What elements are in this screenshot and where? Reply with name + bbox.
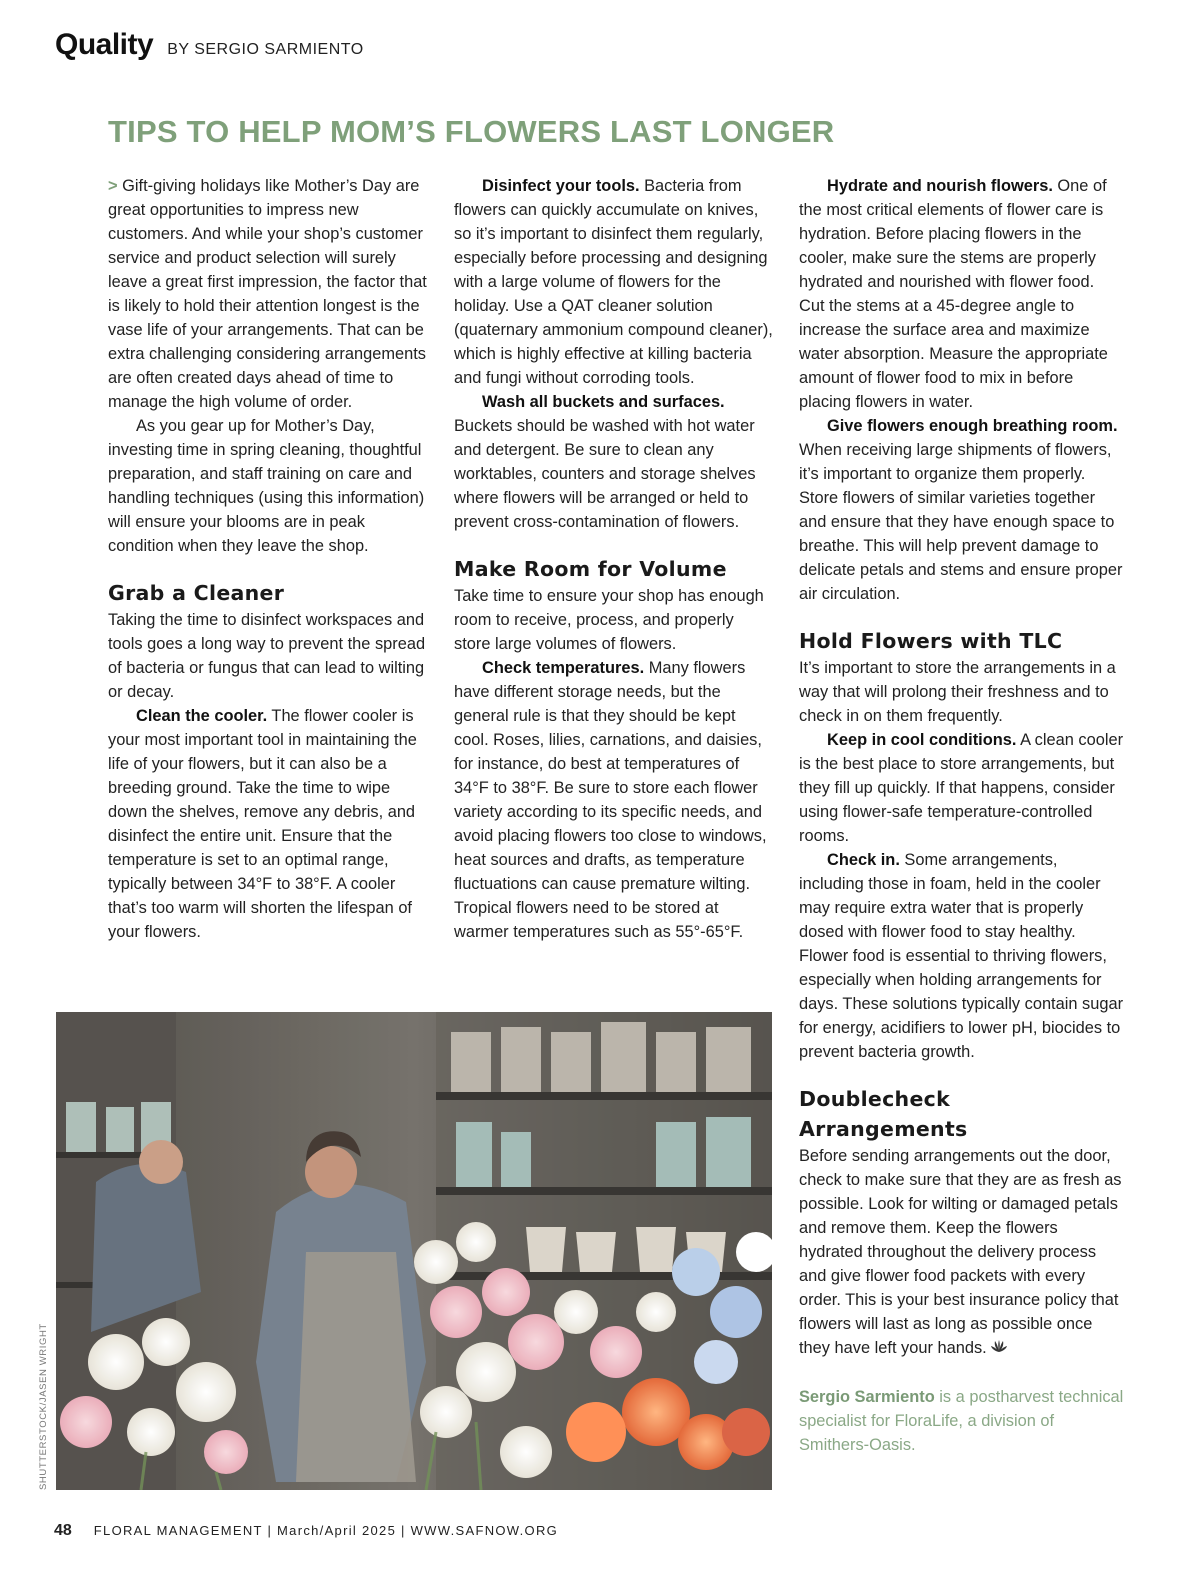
paragraph: Take time to ensure your shop has enough room to receive, process, and properly store large volumes of flowers. [454,587,764,653]
intro-paragraph [108,174,428,414]
paragraph: Check in. Some arrangements, including those in foam, held in the cooler may require extra water that is properly dosed with flower food to stay healthy. Flower food is essential to thriving flowers, especially when holding arrangements for days. These solutions typically contain sugar for energy, acidifiers to lower pH, biocides to prevent bacteria growth. [799,851,1124,1061]
paragraph: Keep in cool conditions. A clean cooler is the best place to store arrangements, but they fill up quickly. If that happens, consider using flower-safe temperature-controlled rooms. [799,731,1124,845]
paragraph: Give flowers enough breathing room. When receiving large shipments of flowers, it’s important to organize them properly. Store flowers of similar varieties together and ensure that they have enough space to breathe. This will help prevent damage to delicate petals and stems and ensure proper air circulation. [799,417,1123,603]
lead-in: Hydrate and nourish flowers. [827,177,1053,195]
paragraph: As you gear up for Mother’s Day, investing time in spring cleaning, thoughtful preparation, and staff training on care and handling techniques (using this information) will ensure your blooms are in peak condition when they leave the shop. [108,417,425,555]
article-title: TIPS TO HELP MOM’S FLOWERS LAST LONGER [108,114,835,149]
paragraph: Clean the cooler. The flower cooler is your most important tool in maintaining the life of your flowers, but it can also be a breeding ground. Take the time to wipe down the shelves, remove any debris, and disinfect the entire unit. Ensure that the temperature is set to an optimal range, typically between 34°F to 38°F. A cooler that’s too warm will shorten the lifespan of your flowers. [108,707,417,941]
page-footer [54,1522,558,1540]
lead-in: Clean the cooler. [136,707,268,725]
byline: BY SERGIO SARMIENTO [167,41,364,58]
author-bio: Sergio Sarmiento is a postharvest technical specialist for FloraLife, a division of Smithers-Oasis. [799,1388,1124,1454]
lead-in: Disinfect your tools. [482,177,640,195]
paragraph: Wash all buckets and surfaces. Buckets should be washed with hot water and detergent. Be sure to clean any worktables, counters and storage shelves where flowers will be arranged or held to prevent cross-contamination of flowers. [454,393,756,531]
page-number: 48 [54,1522,72,1539]
paragraph: Check temperatures. Many flowers have different storage needs, but the general rule is that they should be kept cool. Roses, lilies, carnations, and daisies, for instance, do best at temperatures of 34°F to 38°F. Be sure to store each flower variety according to its specific needs, and avoid placing flowers too close to windows, heat sources and drafts, as temperature fluctuations can cause premature wilting. Tropical flowers need to be stored at warmer temperatures such as 55°-65°F. [454,659,767,941]
author-name: Sergio Sarmiento [799,1388,935,1406]
paragraph: Before sending arrangements out the door, check to make sure that they are as fresh as possible. Look for wilting or damaged petals and remove them. Keep the flowers hydrated throughout the delivery process and give flower food packets with every order. This is your best insurance policy that flowers will last as long as possible once they have left your hands. [799,1144,1124,1361]
paragraph: Taking the time to disinfect workspaces and tools goes a long way to prevent the spread of bacteria or fungus that can lead to wilting or decay. [108,611,426,701]
subhead-grab-a-cleaner: Grab a Cleaner [108,581,285,605]
lead-in: Keep in cool conditions. [827,731,1017,749]
lead-in: Give flowers enough breathing room. [827,417,1118,435]
footer-text: FLORAL MANAGEMENT | March/April 2025 | WWW.SAFNOW.ORG [93,1523,559,1538]
flower-shop-photo [56,1012,772,1490]
paragraph: It’s important to store the arrangements in a way that will prolong their freshness and to check in on them frequently. [799,659,1116,725]
lead-in: Wash all buckets and surfaces. [482,393,725,411]
column-3 [799,174,1124,1457]
intro-text: Gift-giving holidays like Mother’s Day are great opportunities to impress new customers. And while your shop’s customer service and product selection will surely leave a great first impression, the factor that is likely to hold their attention longest is the vase life of your arrangements. That can be extra challenging considering arrangements are often created days ahead of time to manage the high volume of order. [108,177,427,411]
subhead-doublecheck-arrangements: Doublecheck Arrangements [799,1087,968,1141]
subhead-make-room-for-volume: Make Room for Volume [454,557,727,581]
lead-in: Check in. [827,851,900,869]
photo-illustration [56,1012,772,1490]
column-1 [108,174,428,944]
flower-end-mark-icon [991,1337,1007,1361]
photo-credit: SHUTTERSTOCK/JASEN WRIGHT [38,1323,49,1490]
chevron-right-icon: > [108,177,118,195]
subhead-hold-flowers-with-tlc: Hold Flowers with TLC [799,629,1063,653]
paragraph: Hydrate and nourish flowers. One of the most critical elements of flower care is hydration. Before placing flowers in the cooler, make sure the stems are properly hydrated and nourished with flower food. Cut the stems at a 45-degree angle to increase the surface area and maximize water absorption. Measure the appropriate amount of flower food to mix in before placing flowers in water. [799,177,1108,411]
column-2 [454,174,774,944]
lead-in: Check temperatures. [482,659,645,677]
section-name: Quality [55,28,154,61]
section-header [55,28,364,62]
paragraph: Disinfect your tools. Bacteria from flowers can quickly accumulate on knives, so it’s important to disinfect them regularly, especially before processing and designing with a large volume of flowers for the holiday. Use a QAT cleaner solution (quaternary ammonium compound cleaner), which is highly effective at killing bacteria and fungi without corroding tools. [454,177,773,387]
